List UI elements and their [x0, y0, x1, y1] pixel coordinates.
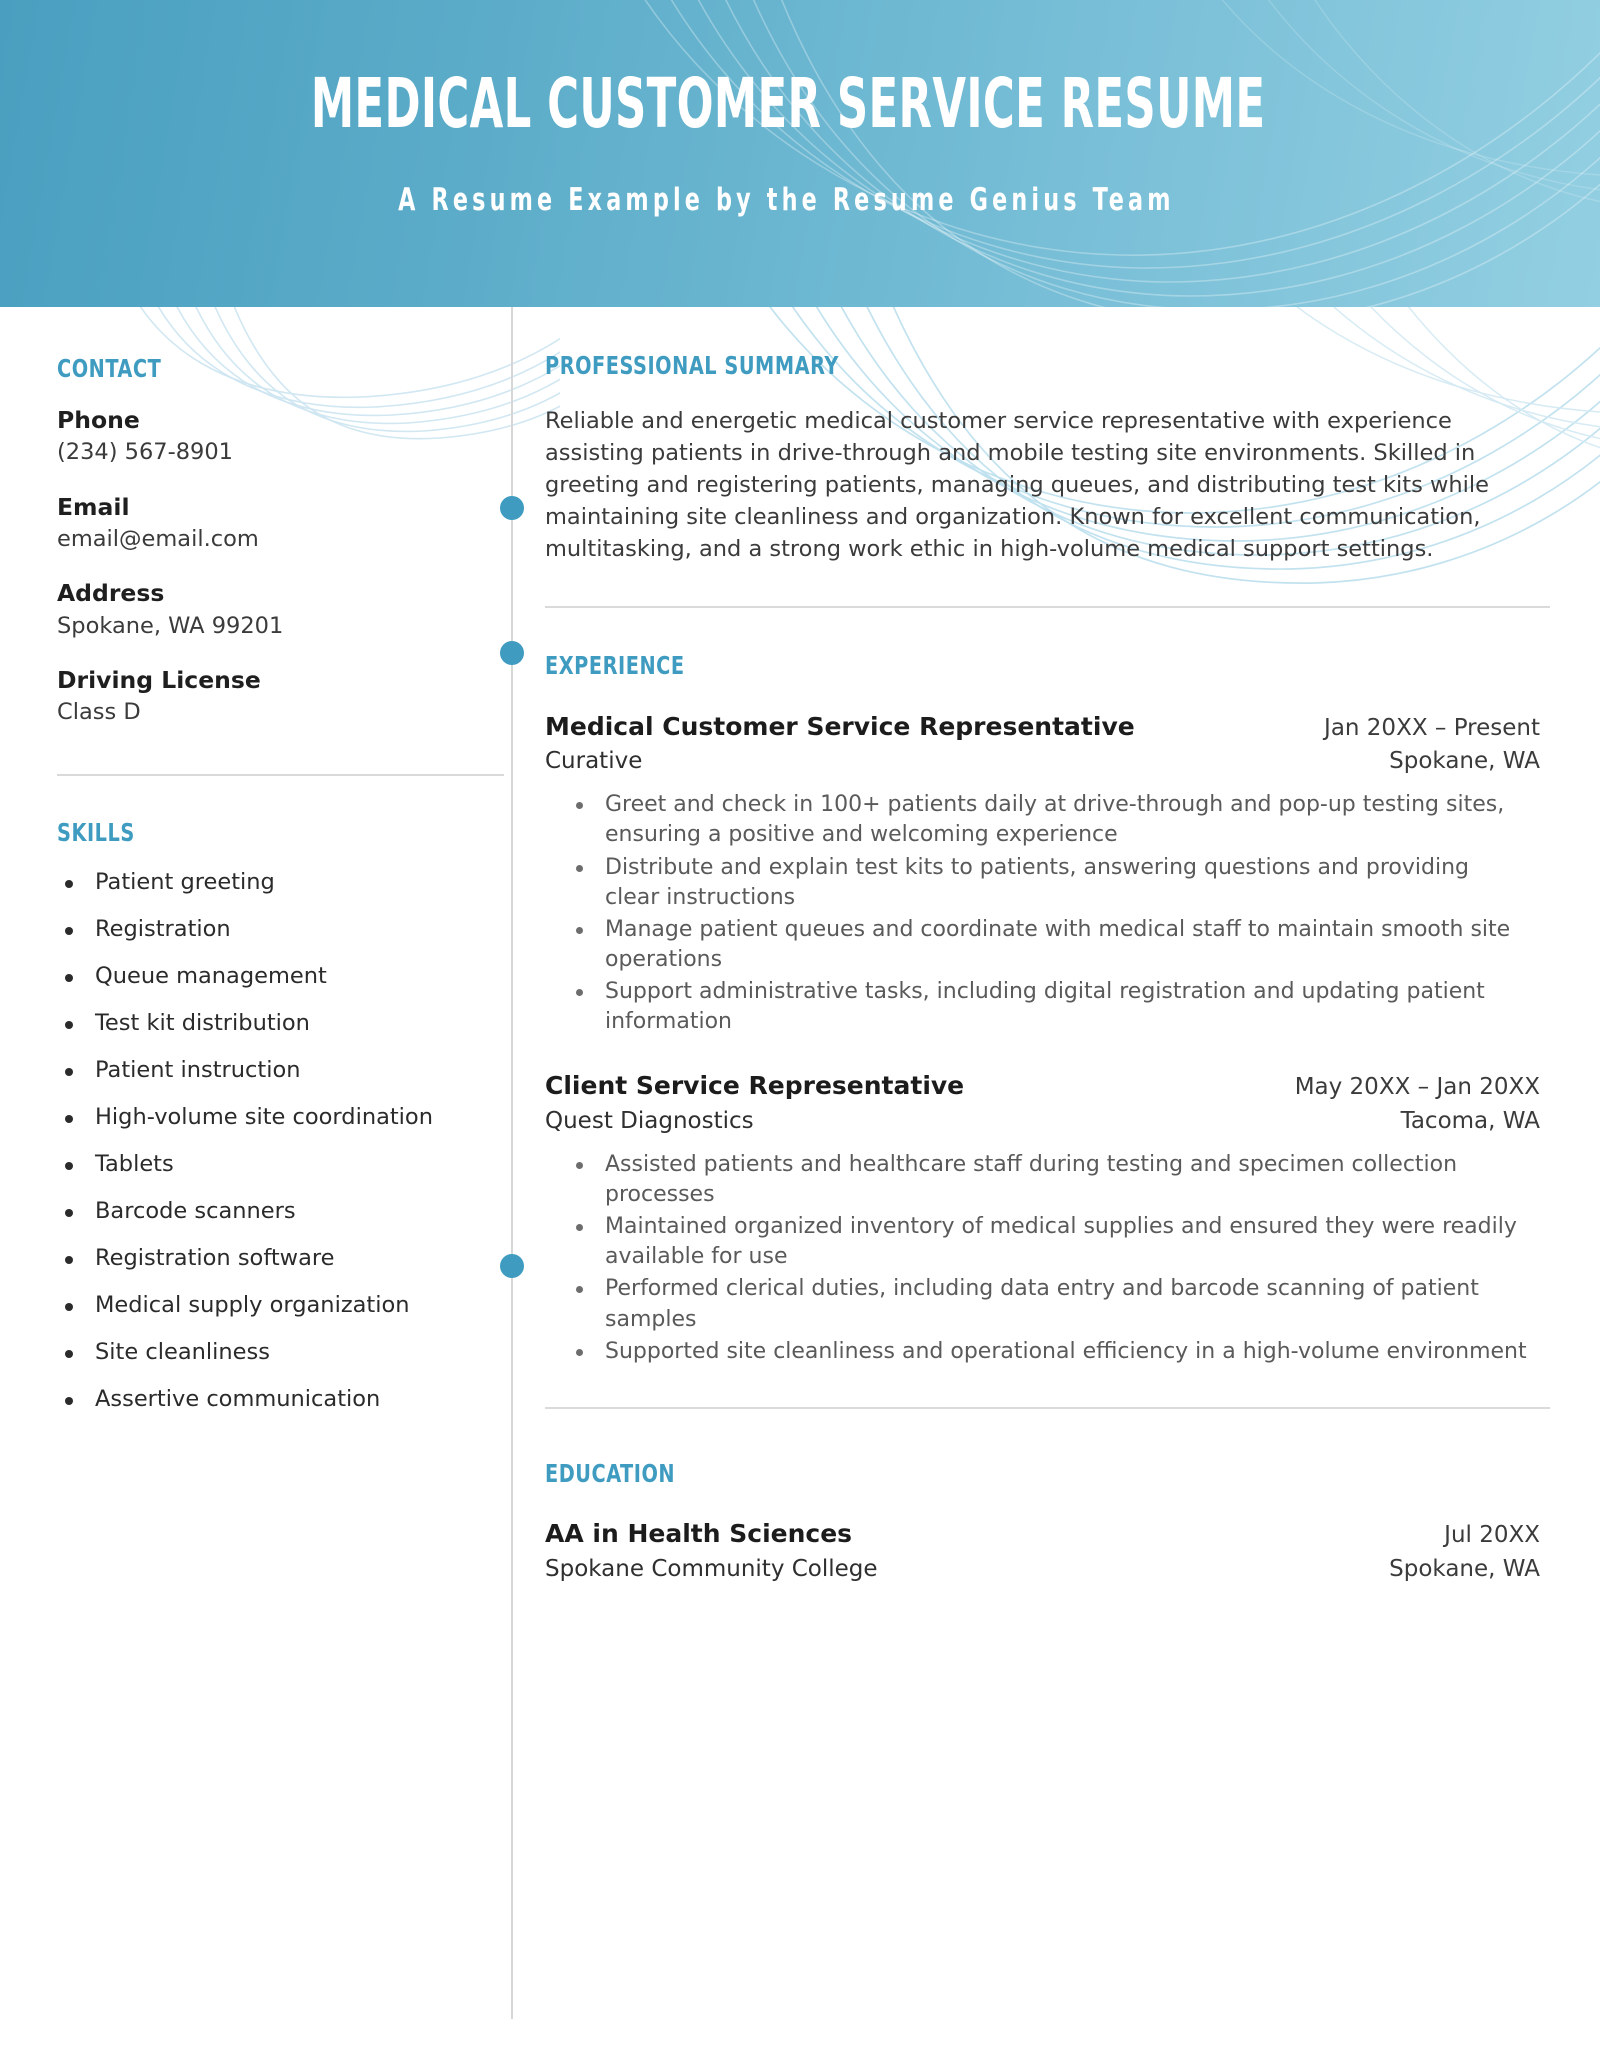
- contact-label: Phone: [57, 406, 140, 434]
- degree-title: AA in Health Sciences: [545, 1518, 853, 1548]
- timeline-dot-summary: [500, 496, 524, 520]
- experience-entry: [545, 1070, 1540, 1367]
- list-item: Registration: [57, 918, 512, 941]
- experience-company-row: [545, 1102, 1540, 1137]
- section-heading-experience: EXPERIENCE: [545, 650, 685, 680]
- experience-entry: [545, 711, 1540, 1038]
- professional-summary-text: Reliable and energetic medical customer service representative with experience assisting patients in drive-through and mobile testing site environments. Skilled in greeting and registering patients, managing queues, and distributing test kits while maintaining site cleanliness and organization. Known for excellent communication, multitasking, and a strong work ethic in high-volume medical support settings.: [545, 408, 1490, 562]
- job-dates: May 20XX – Jan 20XX: [1294, 1074, 1540, 1101]
- list-item: Manage patient queues and coordinate with medical staff to maintain smooth site operations: [545, 915, 1530, 975]
- list-item: Maintained organized inventory of medical supplies and ensured they were readily available for use: [545, 1212, 1530, 1272]
- list-item: Assertive communication: [57, 1388, 512, 1411]
- school-name: Spokane Community College: [545, 1556, 878, 1583]
- list-item: Patient greeting: [57, 871, 512, 894]
- list-item: Site cleanliness: [57, 1341, 512, 1364]
- job-duties-list: [545, 790, 1530, 1037]
- list-item: Distribute and explain test kits to patients, answering questions and providing clear instructions: [545, 853, 1530, 913]
- section-heading-skills: SKILLS: [57, 817, 135, 847]
- job-duties-list: [545, 1150, 1530, 1367]
- section-heading-contact: CONTACT: [57, 354, 162, 383]
- section-heading-education: EDUCATION: [545, 1458, 676, 1488]
- contact-label: Email: [57, 492, 130, 521]
- list-item: Patient instruction: [57, 1059, 512, 1082]
- list-item: Queue management: [57, 965, 512, 988]
- timeline-dot-experience: [500, 641, 524, 665]
- job-title: Medical Customer Service Representative: [545, 711, 1135, 741]
- education-entry: [545, 1518, 1540, 1585]
- list-item: Medical supply organization: [57, 1294, 512, 1317]
- contact-item-phone: [57, 406, 512, 468]
- contact-item-address: [57, 579, 512, 641]
- contact-label: Address: [57, 579, 165, 608]
- job-location: Spokane, WA: [1389, 748, 1540, 775]
- list-item: Support administrative tasks, including digital registration and updating patient information: [545, 977, 1530, 1037]
- contact-item-driving-license: [57, 666, 512, 728]
- contact-value: email@email.com: [57, 526, 259, 552]
- experience-title-row: [545, 1070, 1540, 1102]
- list-item: Performed clerical duties, including data entry and barcode scanning of patient samples: [545, 1274, 1530, 1334]
- contact-value: Class D: [57, 699, 141, 726]
- timeline-dot-education: [500, 1254, 524, 1278]
- resume-header-banner: [0, 0, 1600, 307]
- list-item: Supported site cleanliness and operational efficiency in a high-volume environment: [545, 1337, 1530, 1367]
- main-column: [545, 353, 1540, 1585]
- experience-title-row: [545, 711, 1540, 743]
- contact-list: [57, 406, 512, 728]
- page-subtitle: A Resume Example by the Resume Genius Team: [398, 182, 1175, 218]
- list-item: Tablets: [57, 1153, 512, 1176]
- job-company: Quest Diagnostics: [545, 1108, 754, 1135]
- education-title-row: [545, 1518, 1540, 1549]
- degree-date: Jul 20XX: [1444, 1521, 1540, 1548]
- contact-value: (234) 567-8901: [57, 439, 233, 466]
- timeline-divider: [511, 307, 513, 2019]
- list-item: Barcode scanners: [57, 1200, 512, 1223]
- experience-company-row: [545, 742, 1540, 777]
- school-location: Spokane, WA: [1389, 1556, 1540, 1583]
- job-location: Tacoma, WA: [1400, 1108, 1540, 1135]
- contact-label: Driving License: [57, 665, 261, 694]
- skills-list: [57, 868, 512, 1412]
- list-item: Test kit distribution: [57, 1012, 512, 1035]
- list-item: Assisted patients and healthcare staff during testing and specimen collection processes: [545, 1150, 1530, 1210]
- list-item: Registration software: [57, 1247, 512, 1270]
- section-heading-professional-summary: PROFESSIONAL SUMMARY: [545, 351, 839, 380]
- job-dates: Jan 20XX – Present: [1324, 714, 1540, 741]
- job-company: Curative: [545, 748, 643, 775]
- page-title: MEDICAL CUSTOMER SERVICE RESUME: [310, 64, 1266, 144]
- resume-body: [0, 307, 1600, 2071]
- contact-value: Spokane, WA 99201: [57, 612, 284, 639]
- sidebar: [57, 356, 512, 1435]
- main-divider-experience: [545, 1407, 1550, 1409]
- job-title: Client Service Representative: [545, 1071, 965, 1101]
- contact-item-email: [57, 493, 512, 555]
- sidebar-divider: [57, 774, 504, 776]
- education-school-row: [545, 1549, 1540, 1585]
- list-item: High-volume site coordination: [57, 1106, 512, 1129]
- list-item: Greet and check in 100+ patients daily at drive-through and pop-up testing sites, ensuring a positive and welcoming experience: [545, 790, 1530, 850]
- main-divider-summary: [545, 606, 1550, 608]
